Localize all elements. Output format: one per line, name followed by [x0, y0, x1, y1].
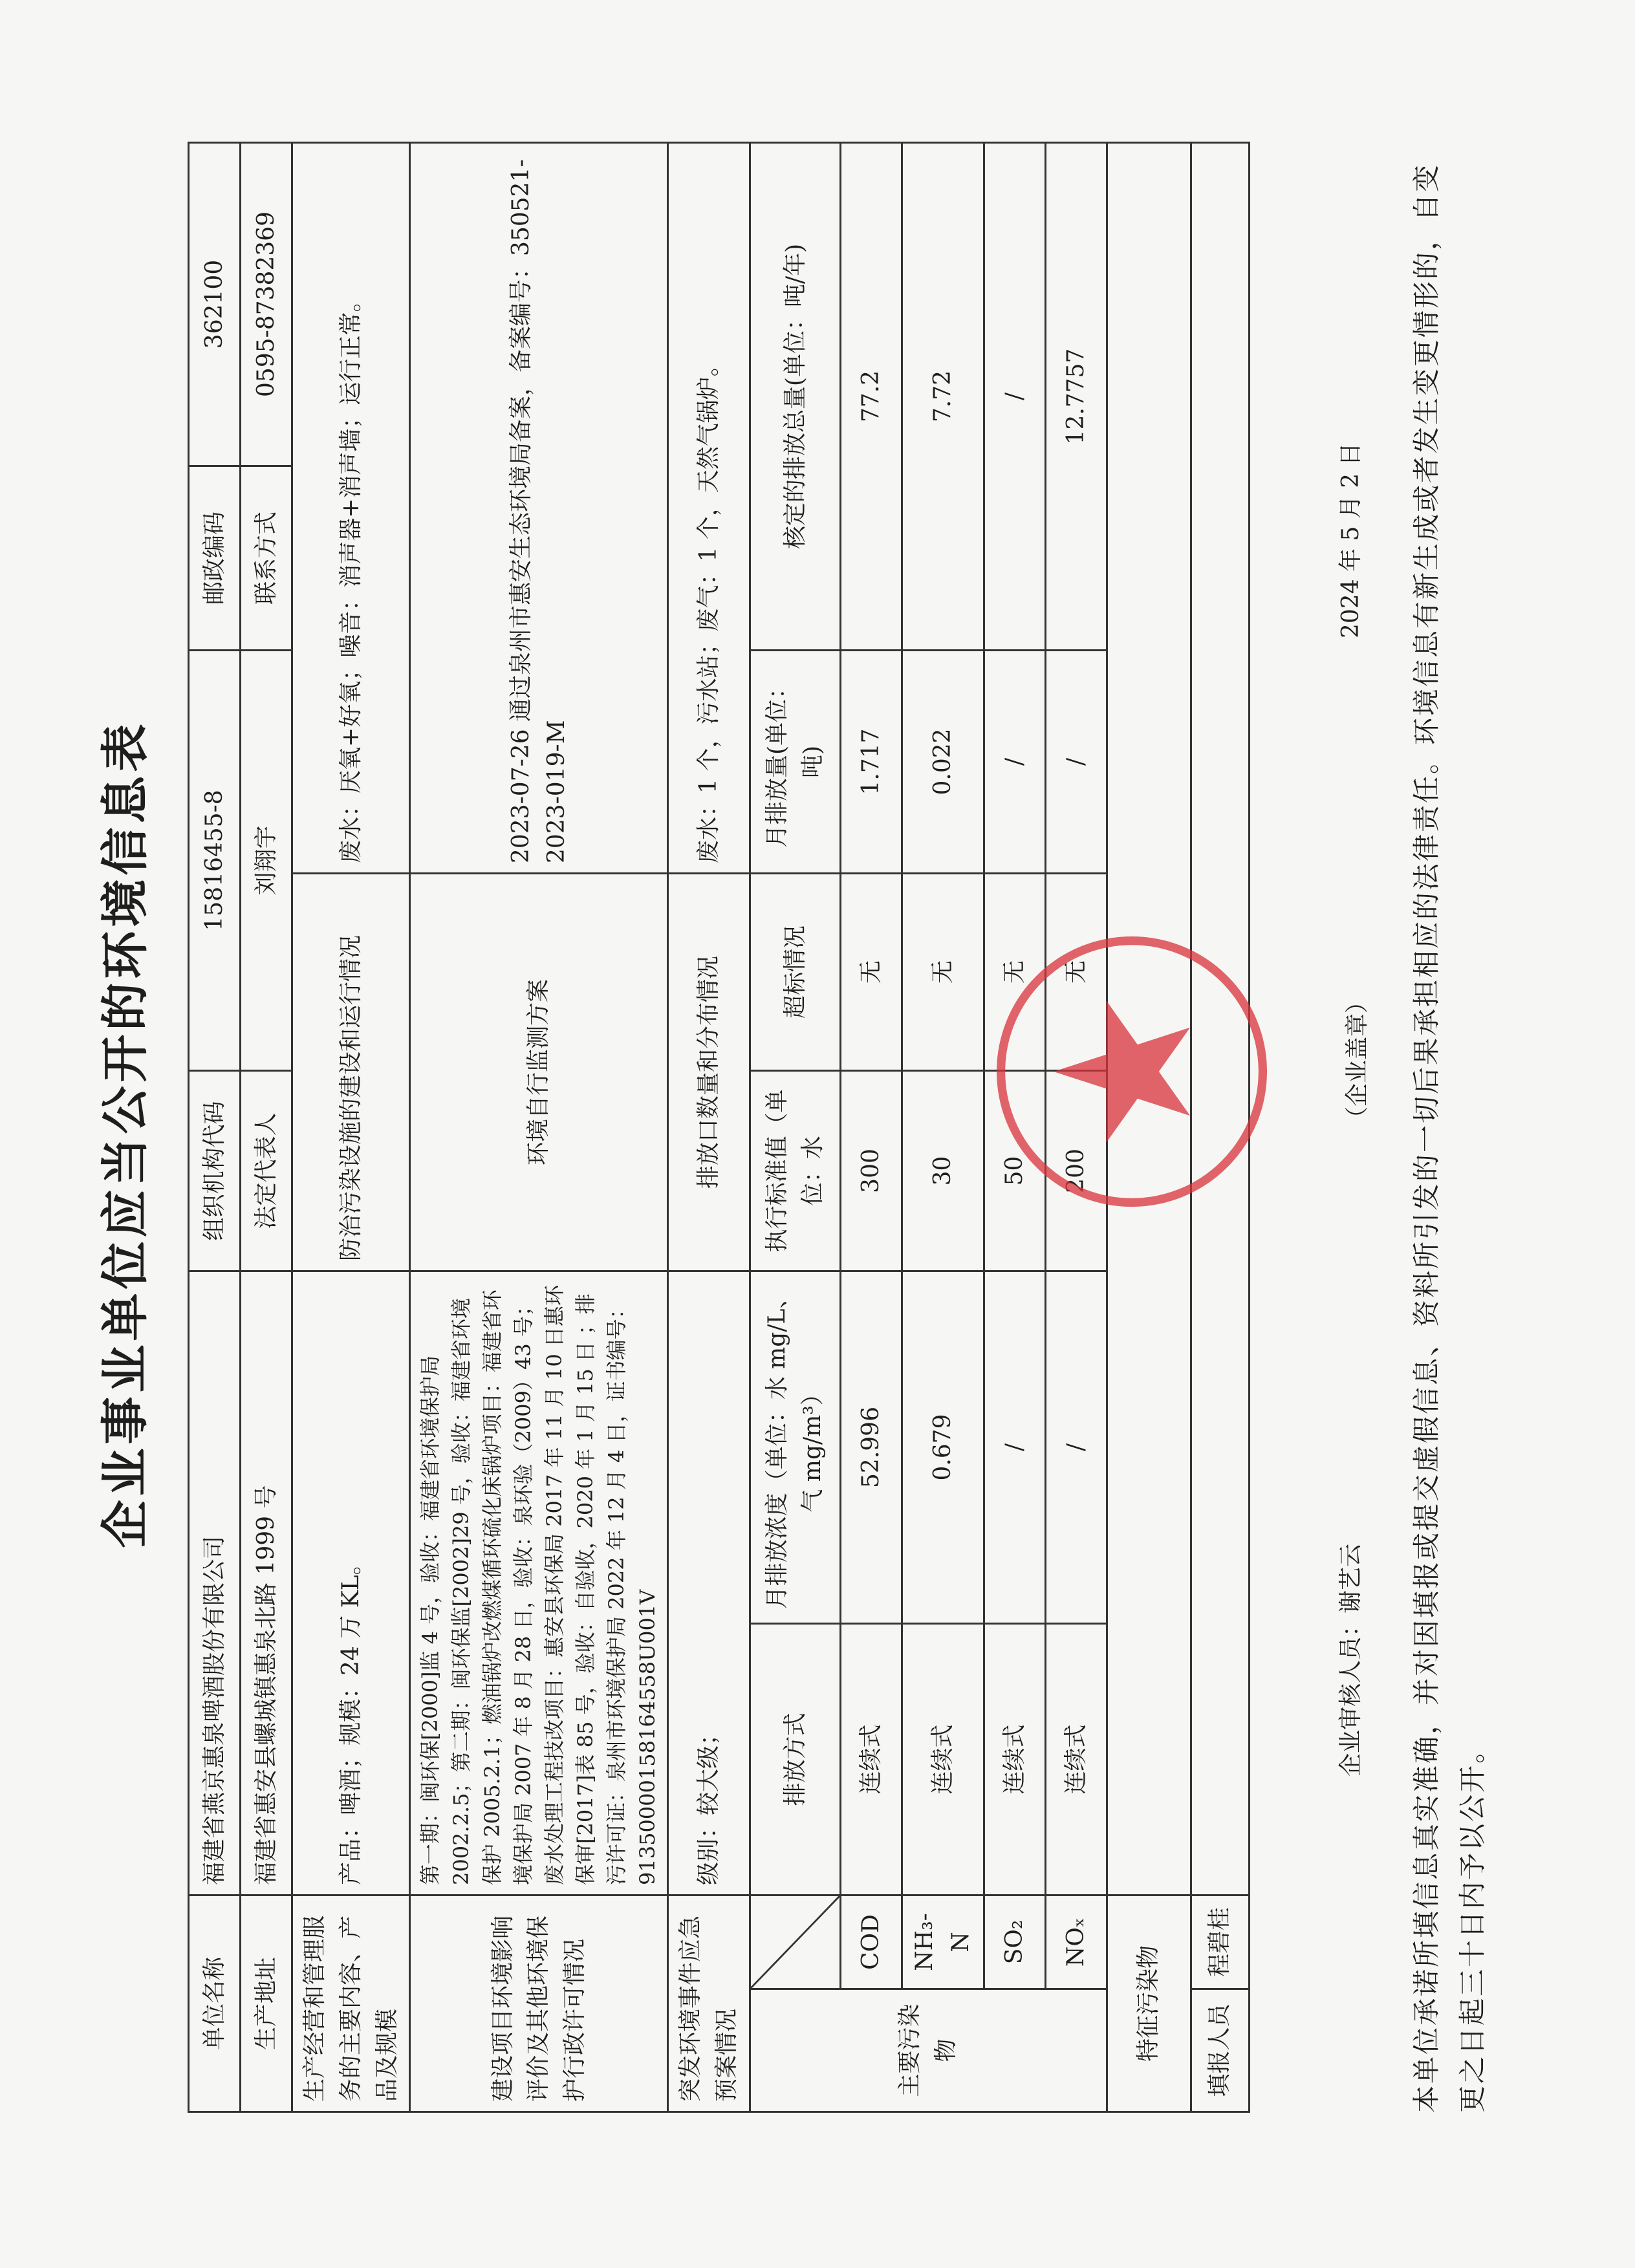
monitor: 2023-07-26 通过泉州市惠安生态环境局备案，备案编号：350521-2023-019-M [410, 142, 668, 873]
pollutant-name: COD [840, 1895, 902, 1989]
header-monthly-amount: 月排放量(单位：吨) [750, 650, 840, 873]
header-method: 排放方式 [750, 1623, 840, 1895]
postcode: 362100 [189, 142, 241, 466]
facility: 废水：厌氧+好氧；噪音：消声器+消声墙；运行正常。 [292, 142, 410, 873]
special-label: 特征污染物 [1107, 1895, 1191, 2111]
pollutant-name: SO₂ [984, 1895, 1045, 1989]
header-diagonal-cell [750, 1895, 840, 1989]
contact-label: 联系方式 [241, 466, 292, 650]
conc: 52.996 [840, 1271, 902, 1623]
header-exceed: 超标情况 [750, 873, 840, 1070]
reviewer: 企业审核人员：谢艺云 [1337, 1543, 1364, 1777]
conc: / [984, 1271, 1045, 1623]
emergency: 级别：较大级； [668, 1271, 750, 1895]
postcode-label: 邮政编码 [189, 466, 241, 650]
commitment-note: 本单位承诺所填信息真实准确，并对因填报或提交虚假信息、资料所引发的一切后果承担相应的法律责任。环境信息有新生成或者发生变更情形的，自变更之日起三十日内予以公开。 [1411, 162, 1489, 2113]
header-monthly-conc: 月排放浓度（单位：水 mg/L、气 mg/m³） [750, 1271, 840, 1623]
monitor-label: 环境自行监测方案 [410, 873, 668, 1271]
total: 12.7757 [1045, 142, 1107, 650]
method: 连续式 [902, 1623, 984, 1895]
outlets-label: 排放口数量和分布情况 [668, 873, 750, 1271]
amount: / [1045, 650, 1107, 873]
unit-name: 福建省燕京惠泉啤酒股份有限公司 [189, 1271, 241, 1895]
page-title: 企业事业单位应当公开的环境信息表 [98, 720, 153, 1548]
business: 产品：啤酒；规模：24 万 KL。 [292, 1271, 410, 1895]
amount: / [984, 650, 1045, 873]
sign-date: 2024 年 5 月 2 日 [1337, 442, 1364, 638]
std: 30 [902, 1070, 984, 1271]
org-code-label: 组织机构代码 [189, 1070, 241, 1271]
table-row [840, 142, 902, 2111]
diagonal-line [751, 1896, 839, 1988]
total: / [984, 142, 1045, 650]
address-label: 生产地址 [241, 1895, 292, 2111]
legal-rep: 刘翔宇 [241, 650, 292, 1070]
std: 50 [984, 1070, 1045, 1271]
unit-name-label: 单位名称 [189, 1895, 241, 2111]
table-row [902, 142, 984, 2111]
total: 77.2 [840, 142, 902, 650]
amount: 0.022 [902, 650, 984, 873]
method: 连续式 [1045, 1623, 1107, 1895]
exceed: 无 [902, 873, 984, 1070]
header-approved-total: 核定的排放总量(单位：吨/年) [750, 142, 840, 650]
pollutant-name: NOₓ [1045, 1895, 1107, 1989]
std: 200 [1045, 1070, 1107, 1271]
filler: 程碧桂 [1191, 1895, 1249, 1989]
outlets: 废水：1 个，污水站；废气：1 个，天然气锅炉。 [668, 142, 750, 873]
amount: 1.717 [840, 650, 902, 873]
pollutant-name: NH₃-N [902, 1895, 984, 1989]
exceed: 无 [840, 873, 902, 1070]
conc: 0.679 [902, 1271, 984, 1623]
method: 连续式 [984, 1623, 1045, 1895]
std: 300 [840, 1070, 902, 1271]
business-label: 生产经营和管理服务的主要内容、产品及规模 [292, 1895, 410, 2111]
address: 福建省惠安县螺城镇惠泉北路 1999 号 [241, 1271, 292, 1895]
header-standard: 执行标准值（单位：水 [750, 1070, 840, 1271]
seal-label: （企业盖章） [1344, 989, 1370, 1130]
contact: 0595-87382369 [241, 142, 292, 466]
company-seal [990, 929, 1274, 1214]
facility-label: 防治污染设施的建设和运行情况 [292, 873, 410, 1271]
conc: / [1045, 1271, 1107, 1623]
total: 7.72 [902, 142, 984, 650]
filler-label: 填报人员 [1191, 1989, 1249, 2112]
legal-rep-label: 法定代表人 [241, 1070, 292, 1271]
org-code: 15816455-8 [189, 650, 241, 1070]
eia: 第一期：闽环保[2000]监 4 号，验收：福建省环境保护局 2002.2.5；第二期：闽环保监[2002]29 号，验收：福建省环境保护 2005.2.1；燃油锅炉改燃煤循环硫化床锅炉项目：福建省环境保护局 2007 年 8 月 28 日，验收：泉环验（2009）43 号；废水处理工程技改项目：惠安县环保局 2017 年 11 月 10 日惠环保审[2017]表 85 号，验收：自验收，2020 年 1 月 15 日 ；排污许可证：泉州市环境保护局 2022 年 12 月 4 日，证书编号：91350000158164558U001V [410, 1271, 668, 1895]
eia-label: 建设项目环境影响评价及其他环境保护行政许可情况 [410, 1895, 668, 2111]
method: 连续式 [840, 1623, 902, 1895]
emergency-label: 突发环境事件应急预案情况 [668, 1895, 750, 2111]
pollutants-label: 主要污染物 [750, 1989, 1107, 2112]
exceed: 无 [984, 873, 1045, 1070]
exceed: 无 [1045, 873, 1107, 1070]
